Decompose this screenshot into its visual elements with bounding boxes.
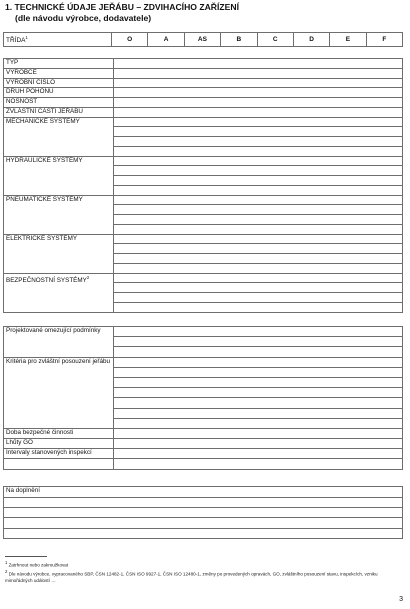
- label-vyrobce: VÝROBCE: [4, 68, 114, 78]
- grade-f[interactable]: F: [366, 33, 402, 47]
- field-limits[interactable]: [114, 327, 403, 337]
- field-mechanicke[interactable]: [114, 127, 403, 137]
- field-hydraulicke[interactable]: [114, 176, 403, 186]
- label-vyrobni-cislo: VÝROBNÍ ČÍSLO: [4, 78, 114, 88]
- notes-line[interactable]: [4, 518, 403, 528]
- class-label: TŘÍDA$^1$: [4, 33, 112, 47]
- notes-label: Na doplnění: [4, 487, 403, 498]
- label-inspection-intervals: Intervaly stanovených inspekcí: [4, 449, 114, 459]
- field-limits[interactable]: [114, 337, 403, 347]
- field-vyrobce[interactable]: [114, 68, 403, 78]
- class-row: [4, 33, 403, 47]
- field-limits[interactable]: [114, 347, 403, 357]
- notes-table: [3, 486, 403, 539]
- field-mechanicke[interactable]: [114, 146, 403, 156]
- label-typ: TYP: [4, 59, 114, 69]
- grade-b[interactable]: B: [221, 33, 257, 47]
- footnote-1: $^1$ Zatrhnout nebo zakroužkovat: [5, 560, 69, 568]
- field-bezpecnostni[interactable]: [114, 293, 403, 303]
- field-elektricke[interactable]: [114, 244, 403, 254]
- field-pneumaticke[interactable]: [114, 205, 403, 215]
- label-nosnost: NOSNOST: [4, 98, 114, 108]
- field-bezpecnostni[interactable]: [114, 283, 403, 293]
- field-nosnost[interactable]: [114, 98, 403, 108]
- label-pneumaticke: PNEUMATICKÉ SYSTÉMY: [4, 195, 114, 234]
- field-extra[interactable]: [114, 459, 403, 469]
- label-go-deadlines: Lhůty GO: [4, 439, 114, 449]
- field-elektricke[interactable]: [114, 263, 403, 273]
- field-pneumaticke[interactable]: [114, 215, 403, 225]
- grade-a[interactable]: A: [148, 33, 184, 47]
- grade-as[interactable]: AS: [184, 33, 220, 47]
- field-criteria[interactable]: [114, 367, 403, 377]
- field-criteria[interactable]: [114, 377, 403, 387]
- field-inspection-intervals[interactable]: [114, 449, 403, 459]
- grade-e[interactable]: E: [330, 33, 366, 47]
- label-safe-period: Doba bezpečné činnosti: [4, 428, 114, 438]
- field-elektricke[interactable]: [114, 254, 403, 264]
- field-hydraulicke[interactable]: [114, 156, 403, 166]
- section-heading: [5, 2, 239, 24]
- label-hydraulicke: HYDRAULICKÉ SYSTÉMY: [4, 156, 114, 195]
- notes-line[interactable]: [4, 508, 403, 518]
- label-druh-pohonu: DRUH POHONU: [4, 88, 114, 98]
- field-elektricke[interactable]: [114, 234, 403, 244]
- field-extra[interactable]: [4, 459, 114, 469]
- footnotes: [5, 560, 403, 585]
- field-criteria[interactable]: [114, 418, 403, 428]
- notes-line[interactable]: [4, 498, 403, 508]
- label-elektricke: ELEKTRICKÉ SYSTÉMY: [4, 234, 114, 273]
- label-criteria: Kritéria pro zvláštní posouzení jeřábu: [4, 357, 114, 428]
- field-safe-period[interactable]: [114, 428, 403, 438]
- field-pneumaticke[interactable]: [114, 195, 403, 205]
- field-criteria[interactable]: [114, 388, 403, 398]
- grade-d[interactable]: D: [293, 33, 329, 47]
- label-mechanicke: MECHANICKÉ SYSTÉMY: [4, 117, 114, 156]
- field-typ[interactable]: [114, 59, 403, 69]
- field-hydraulicke[interactable]: [114, 185, 403, 195]
- field-mechanicke[interactable]: [114, 117, 403, 127]
- field-mechanicke[interactable]: [114, 137, 403, 147]
- field-vyrobni-cislo[interactable]: [114, 78, 403, 88]
- footnote-divider: [5, 556, 47, 557]
- footnote-2: $^2$ Dle návodu výrobce, vypracovaného SBP, ČSN 12482-1, ČSN ISO 9927-1, ČSN ISO 12480-1, změny po provedených opravách, GO, zvláštního posouzení stavu, inspekcích, vzniku mimořádných událostí …: [5, 569, 378, 584]
- field-criteria[interactable]: [114, 398, 403, 408]
- label-zvlastni-casti: ZVLÁŠTNÍ ČÁSTI JEŘÁBU: [4, 107, 114, 117]
- field-zvlastni-casti[interactable]: [114, 107, 403, 117]
- field-bezpecnostni[interactable]: [114, 273, 403, 283]
- field-go-deadlines[interactable]: [114, 439, 403, 449]
- page-number: 3: [399, 596, 403, 603]
- label-bezpecnostni: BEZPEČNOSTNÍ SYSTÉMY$^2$: [4, 273, 114, 312]
- field-bezpecnostni[interactable]: [114, 302, 403, 312]
- class-table: [3, 32, 403, 47]
- notes-line[interactable]: [4, 528, 403, 538]
- section-subtitle: (dle návodu výrobce, dodavatele): [15, 13, 152, 23]
- section-title: 1. TECHNICKÉ ÚDAJE JEŘÁBU – ZDVIHACÍHO ZAŘÍZENÍ: [5, 2, 239, 12]
- field-criteria[interactable]: [114, 408, 403, 418]
- label-limits: Projektované omezující podmínky: [4, 327, 114, 358]
- field-criteria[interactable]: [114, 357, 403, 367]
- field-pneumaticke[interactable]: [114, 224, 403, 234]
- field-hydraulicke[interactable]: [114, 166, 403, 176]
- specs-table: [3, 58, 403, 313]
- grade-c[interactable]: C: [257, 33, 293, 47]
- design-table: [3, 326, 403, 470]
- field-druh-pohonu[interactable]: [114, 88, 403, 98]
- grade-o[interactable]: O: [112, 33, 148, 47]
